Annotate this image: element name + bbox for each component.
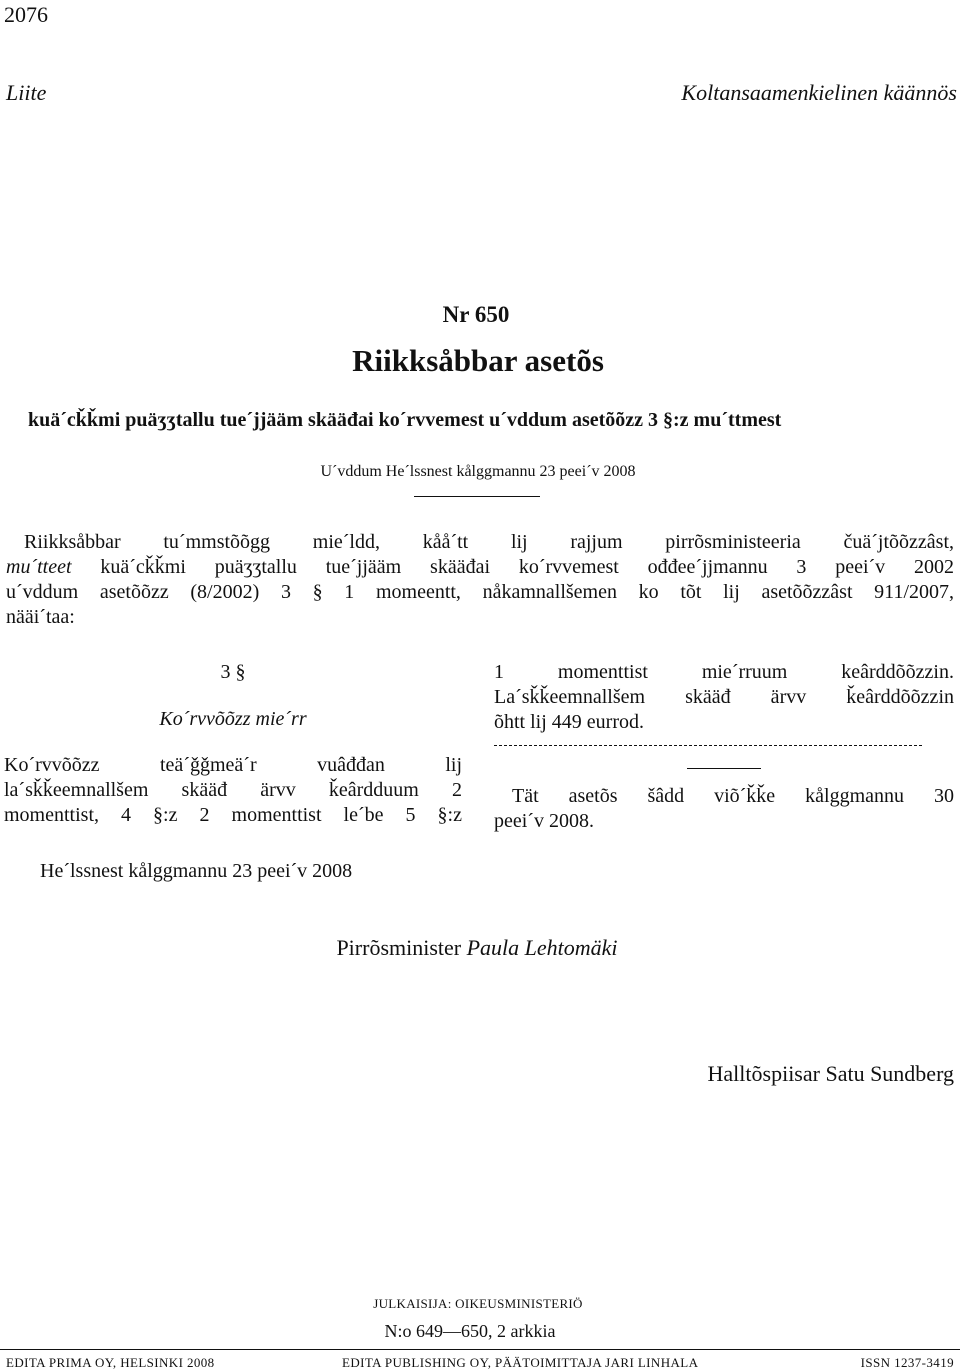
decree-number: Nr 650 <box>442 302 510 327</box>
issued-line: U´vddum He´lssnest kålggmannu 23 peei´v 2008 <box>320 463 636 480</box>
dashed-divider <box>494 745 922 746</box>
publisher-line: JULKAISIJA: OIKEUSMINISTERIÖ <box>373 1296 583 1311</box>
title-divider <box>414 496 540 497</box>
body-line: La´sǩǩeemnallšem skääđ ärvv ǩeârddõõzzin <box>494 686 954 708</box>
issn: ISSN 1237-3419 <box>860 1355 954 1370</box>
intro-line: nääi´taa: <box>6 606 75 628</box>
appendix-label: Liite <box>6 80 47 105</box>
minister-name: Paula Lehtomäki <box>466 935 618 960</box>
section-number: 3 § <box>220 661 246 683</box>
publishing-info: EDITA PUBLISHING OY, PÄÄTOIMITTAJA JARI LINHALA <box>342 1355 699 1370</box>
intro-line-text: kuä´cǩǩmi puäʒʒtallu tue´jjääm skääđai ko´rvvemest ođđee´jjmannu 3 peei´v 2002 <box>100 556 954 578</box>
page-number: 2076 <box>4 2 48 27</box>
right-column <box>494 660 954 834</box>
body-line: momenttist, 4 §:z 2 momenttist le´be 5 §:z <box>4 804 462 826</box>
decree-subject: kuä´cǩǩmi puäʒʒtallu tue´jjääm skääđai ko´rvvemest u´vddum asetõõzz 3 §:z mu´ttmest <box>28 409 782 431</box>
official-signature: Halltõspiisar Satu Sundberg <box>707 1061 954 1086</box>
intro-line: u´vddum asetõõzz (8/2002) 3 § 1 momeentt, nåkamnallšemen ko tõt lij asetõõzzâst 911/2007, <box>6 581 954 603</box>
intro-line <box>6 555 954 580</box>
issue-number: N:o 649—650, 2 arkkia <box>384 1321 556 1341</box>
place-and-date: He´lssnest kålggmannu 23 peei´v 2008 <box>40 860 353 882</box>
minister-signature <box>0 935 954 961</box>
end-divider <box>687 768 761 769</box>
printer-info: EDITA PRIMA OY, HELSINKI 2008 <box>6 1355 215 1370</box>
body-line: Ko´rvvõõzz teä´ǧǧmeä´r vuâđđan lij <box>4 754 462 776</box>
body-line: 1 momenttist mie´rruum keârddõõzzin. <box>494 661 954 683</box>
translation-label: Koltansaamenkielinen käännös <box>681 80 957 105</box>
intro-paragraph <box>6 530 954 630</box>
body-line: Tät asetõs šâdd viõ´ǩǩe kålggmannu 30 <box>512 785 954 807</box>
section-heading: Ko´rvvõõzz mie´rr <box>159 708 307 730</box>
section-body-left <box>4 753 462 828</box>
body-line: õhtt lij 449 eurrod. <box>494 711 644 733</box>
body-line: peei´v 2008. <box>494 810 594 832</box>
minister-title: Pirrõsminister <box>336 935 462 960</box>
body-line: la´sǩǩeemnallšem skääđ ärvv ǩeârdduum 2 <box>4 779 462 801</box>
intro-line: Riikksåbbar tu´mmstõõgg mie´ldd, kåå´tt lij rajjum pirrõsministeeria čuä´jtõõzzâst, <box>24 531 954 553</box>
footer-divider <box>0 1349 960 1350</box>
left-column <box>4 660 462 828</box>
entry-into-force <box>494 784 954 834</box>
intro-italic-lead: mu´tteet <box>6 556 72 578</box>
decree-title: Riikksåbbar asetõs <box>352 343 604 378</box>
